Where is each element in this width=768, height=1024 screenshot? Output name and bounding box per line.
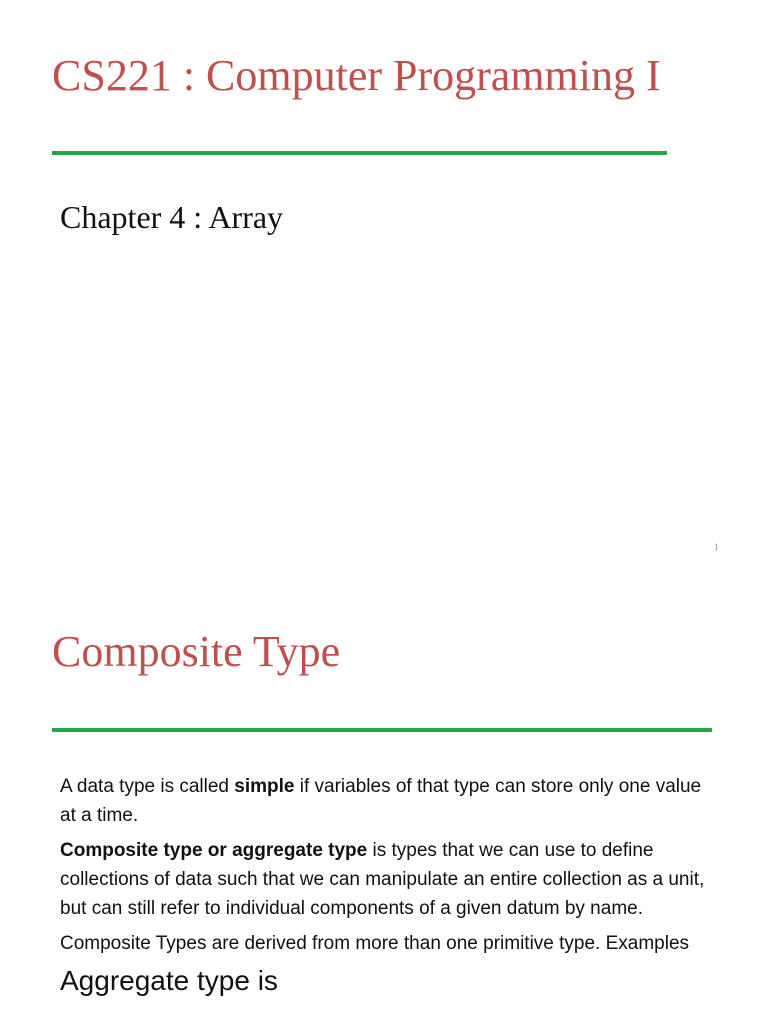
paragraph-text: is types that we can use to define collections of data such that we can manipulate an entire collection as a unit, but can still refer to individual components of a given datum by name.: [60, 840, 705, 919]
paragraph-composite-type: [60, 836, 720, 923]
chapter-subtitle: Chapter 4 : Array: [60, 199, 284, 235]
heading-divider: [52, 728, 712, 732]
paragraph-text: A data type is called: [60, 776, 235, 797]
bold-term: simple: [234, 776, 295, 797]
slide-composite-type: [0, 580, 768, 1024]
paragraph-derived: Composite Types are derived from more than one primitive type. Examples: [60, 933, 690, 954]
paragraph-text: if variables of that type can store only one value at a time.: [60, 776, 702, 826]
page-number: 1: [714, 542, 719, 552]
paragraph-simple-type: [60, 772, 720, 830]
paragraph-cutoff: Aggregate type is: [60, 965, 278, 996]
bold-term: Composite type or aggregate type: [60, 840, 368, 861]
slide-body: [60, 772, 720, 1004]
course-title: CS221 : Computer Programming I: [52, 51, 661, 100]
slide-heading: Composite Type: [52, 627, 341, 676]
title-divider: [52, 151, 667, 155]
